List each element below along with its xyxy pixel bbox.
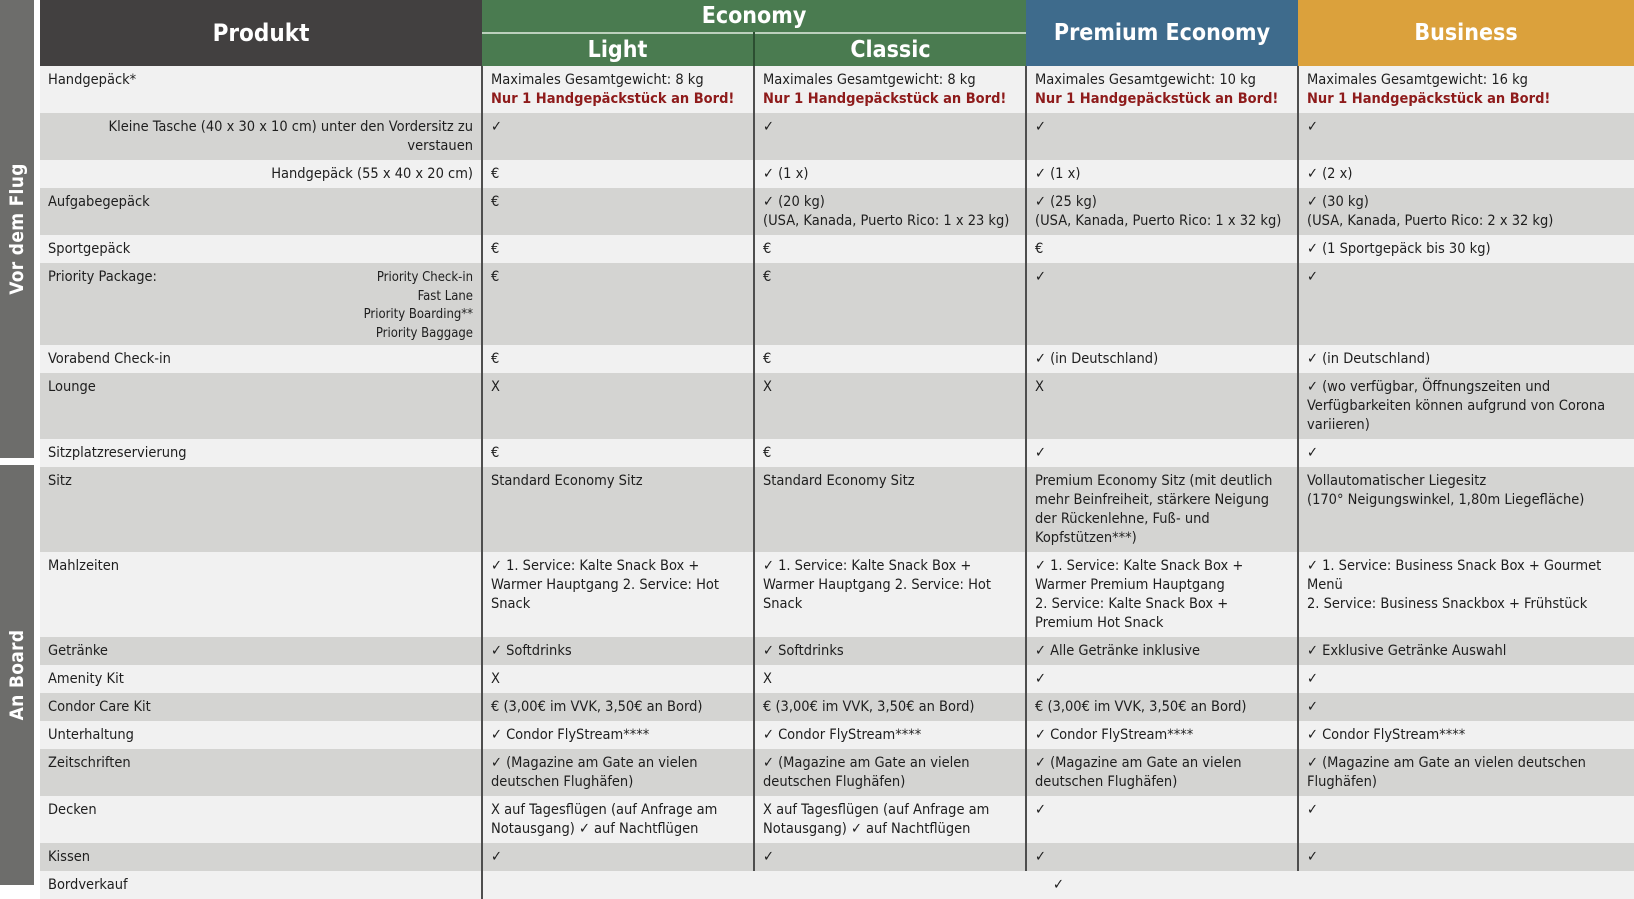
sidebar-divider: [0, 458, 34, 465]
row-label: Mahlzeiten: [40, 552, 482, 637]
cell-text: (USA, Kanada, Puerto Rico: 2 x 32 kg): [1307, 213, 1554, 229]
cell-premium: ✓ (in Deutschland): [1026, 345, 1298, 373]
row-label: Getränke: [40, 637, 482, 665]
cell-text: Maximales Gesamtgewicht: 8 kg: [491, 72, 704, 88]
table-row: [40, 113, 1634, 160]
table-row: [40, 345, 1634, 373]
cell-text: ✓ 1. Service: Kalte Snack Box + Warmer Premium Hauptgang: [1035, 558, 1244, 593]
cell-premium: ✓ (Magazine am Gate an vielen deutschen Flughäfen): [1026, 749, 1298, 796]
priority-sublist: [364, 269, 473, 343]
cell-text: Vollautomatischer Liegesitz: [1307, 473, 1487, 489]
cell-business: [1298, 66, 1634, 113]
cell-business: [1298, 552, 1634, 637]
cell-light: €: [482, 263, 754, 345]
cell-classic: €: [754, 235, 1026, 263]
cell-all-classes: ✓: [482, 871, 1634, 899]
cell-premium: [1026, 552, 1298, 637]
cell-classic: €: [754, 439, 1026, 467]
row-label: Condor Care Kit: [40, 693, 482, 721]
row-label: Aufgabegepäck: [40, 188, 482, 235]
cell-text: ✓ 1. Service: Business Snack Box + Gourmet Menü: [1307, 558, 1602, 593]
cell-light: ✓: [482, 113, 754, 160]
cell-light: €: [482, 188, 754, 235]
warning-text: Nur 1 Handgepäckstück an Bord!: [491, 91, 735, 107]
cell-light: €: [482, 235, 754, 263]
cell-light: € (3,00€ im VVK, 3,50€ an Bord): [482, 693, 754, 721]
cell-premium: Premium Economy Sitz (mit deutlich mehr Beinfreiheit, stärkere Neigung der Rückenlehne, Fuß- und Kopfstützen***): [1026, 467, 1298, 552]
section-label-before-flight: [0, 0, 34, 458]
cell-premium: ✓: [1026, 263, 1298, 345]
cell-business: ✓ Condor FlyStream****: [1298, 721, 1634, 749]
cell-classic: ✓ (1 x): [754, 160, 1026, 188]
cell-text: ✓ (20 kg): [763, 194, 825, 210]
row-label: Sitzplatzreservierung: [40, 439, 482, 467]
cell-business: ✓: [1298, 843, 1634, 871]
cell-premium: ✓: [1026, 439, 1298, 467]
cell-premium: € (3,00€ im VVK, 3,50€ an Bord): [1026, 693, 1298, 721]
cell-light: ✓ Condor FlyStream****: [482, 721, 754, 749]
row-label: Bordverkauf: [40, 871, 482, 899]
table-row: [40, 439, 1634, 467]
cell-business: ✓: [1298, 113, 1634, 160]
row-label: Kleine Tasche (40 x 30 x 10 cm) unter den Vordersitz zu verstauen: [40, 113, 482, 160]
section-sidebar: [0, 0, 34, 885]
cell-text: (USA, Kanada, Puerto Rico: 1 x 32 kg): [1035, 213, 1282, 229]
row-label: Priority Package:: [48, 269, 157, 285]
cell-light: X: [482, 665, 754, 693]
cell-text: Maximales Gesamtgewicht: 16 kg: [1307, 72, 1528, 88]
row-label: Decken: [40, 796, 482, 843]
header-classic: Classic: [754, 33, 1026, 66]
cell-business: ✓: [1298, 693, 1634, 721]
table-row: [40, 263, 1634, 345]
row-label: Sitz: [40, 467, 482, 552]
cell-business: ✓: [1298, 796, 1634, 843]
header-economy: Economy: [482, 0, 1026, 33]
cell-light: ✓ Softdrinks: [482, 637, 754, 665]
cell-light: X auf Tagesflügen (auf Anfrage am Notausgang) ✓ auf Nachtflügen: [482, 796, 754, 843]
row-label: Handgepäck (55 x 40 x 20 cm): [40, 160, 482, 188]
cell-premium: €: [1026, 235, 1298, 263]
cell-premium: ✓ (1 x): [1026, 160, 1298, 188]
table-row: [40, 637, 1634, 665]
cell-business: ✓: [1298, 263, 1634, 345]
cell-classic: X: [754, 665, 1026, 693]
cell-business: [1298, 188, 1634, 235]
table-row: [40, 749, 1634, 796]
warning-text: Nur 1 Handgepäckstück an Bord!: [763, 91, 1007, 107]
cell-text: ✓ (25 kg): [1035, 194, 1097, 210]
cell-classic: Standard Economy Sitz: [754, 467, 1026, 552]
cell-premium: ✓: [1026, 113, 1298, 160]
row-label: Kissen: [40, 843, 482, 871]
table-row: [40, 552, 1634, 637]
cell-text: (USA, Kanada, Puerto Rico: 1 x 23 kg): [763, 213, 1010, 229]
row-label: Zeitschriften: [40, 749, 482, 796]
row-label: Sportgepäck: [40, 235, 482, 263]
cell-business: ✓: [1298, 439, 1634, 467]
cell-classic: ✓ Condor FlyStream****: [754, 721, 1026, 749]
table-row: [40, 665, 1634, 693]
cell-light: ✓: [482, 843, 754, 871]
cell-classic: € (3,00€ im VVK, 3,50€ an Bord): [754, 693, 1026, 721]
cell-classic: X: [754, 373, 1026, 439]
table-row: [40, 796, 1634, 843]
row-label: Amenity Kit: [40, 665, 482, 693]
cell-business: ✓ (2 x): [1298, 160, 1634, 188]
table-row: [40, 871, 1634, 899]
on-board-label: An Board: [6, 629, 28, 721]
cell-light: ✓ 1. Service: Kalte Snack Box + Warmer Hauptgang 2. Service: Hot Snack: [482, 552, 754, 637]
cell-text: (170° Neigungswinkel, 1,80m Liegefläche): [1307, 492, 1585, 508]
cell-classic: ✓ 1. Service: Kalte Snack Box + Warmer Hauptgang 2. Service: Hot Snack: [754, 552, 1026, 637]
priority-item: Priority Check-in: [376, 270, 473, 285]
cell-light: [482, 66, 754, 113]
header-business: Business: [1298, 0, 1634, 66]
cell-business: ✓ Exklusive Getränke Auswahl: [1298, 637, 1634, 665]
cell-classic: X auf Tagesflügen (auf Anfrage am Notausgang) ✓ auf Nachtflügen: [754, 796, 1026, 843]
table-row: [40, 188, 1634, 235]
before-flight-label: Vor dem Flug: [6, 163, 28, 295]
cell-classic: ✓ (Magazine am Gate an vielen deutschen Flughäfen): [754, 749, 1026, 796]
table-row: [40, 373, 1634, 439]
row-label-priority: [40, 263, 482, 345]
row-label: Unterhaltung: [40, 721, 482, 749]
table-row: [40, 467, 1634, 552]
priority-item: Priority Boarding**: [363, 307, 473, 322]
cell-premium: ✓: [1026, 796, 1298, 843]
header-premium-economy: Premium Economy: [1026, 0, 1298, 66]
cell-text: 2. Service: Kalte Snack Box + Premium Hot Snack: [1035, 596, 1229, 631]
warning-text: Nur 1 Handgepäckstück an Bord!: [1035, 91, 1279, 107]
cell-classic: €: [754, 345, 1026, 373]
cell-classic: [754, 66, 1026, 113]
table-row: [40, 66, 1634, 113]
table-row: [40, 843, 1634, 871]
cell-light: X: [482, 373, 754, 439]
cell-business: ✓ (1 Sportgepäck bis 30 kg): [1298, 235, 1634, 263]
cell-classic: ✓: [754, 843, 1026, 871]
cell-light: €: [482, 439, 754, 467]
row-label: Lounge: [40, 373, 482, 439]
priority-item: Priority Baggage: [375, 325, 473, 341]
cell-business: ✓ (wo verfügbar, Öffnungszeiten und Verfügbarkeiten können aufgrund von Corona variieren): [1298, 373, 1634, 439]
row-label: Handgepäck*: [40, 66, 482, 113]
table-row: [40, 721, 1634, 749]
cell-premium: [1026, 66, 1298, 113]
row-label: Vorabend Check-in: [40, 345, 482, 373]
section-label-on-board: [0, 465, 34, 885]
cell-business: ✓ (Magazine am Gate an vielen deutschen Flughäfen): [1298, 749, 1634, 796]
cell-premium: [1026, 188, 1298, 235]
cell-light: €: [482, 345, 754, 373]
cell-light: €: [482, 160, 754, 188]
cell-light: ✓ (Magazine am Gate an vielen deutschen Flughäfen): [482, 749, 754, 796]
cell-premium: ✓ Alle Getränke inklusive: [1026, 637, 1298, 665]
cell-business: ✓: [1298, 665, 1634, 693]
cell-premium: X: [1026, 373, 1298, 439]
fare-comparison-table: [40, 0, 1634, 899]
cell-premium: ✓: [1026, 843, 1298, 871]
cell-text: Maximales Gesamtgewicht: 8 kg: [763, 72, 976, 88]
table-row: [40, 160, 1634, 188]
cell-classic: [754, 188, 1026, 235]
cell-business: [1298, 467, 1634, 552]
cell-classic: ✓: [754, 113, 1026, 160]
cell-classic: €: [754, 263, 1026, 345]
table-row: [40, 235, 1634, 263]
cell-premium: ✓ Condor FlyStream****: [1026, 721, 1298, 749]
cell-text: ✓ (30 kg): [1307, 194, 1369, 210]
cell-text: Maximales Gesamtgewicht: 10 kg: [1035, 72, 1256, 88]
cell-text: 2. Service: Business Snackbox + Frühstück: [1307, 596, 1588, 612]
cell-business: ✓ (in Deutschland): [1298, 345, 1634, 373]
warning-text: Nur 1 Handgepäckstück an Bord!: [1307, 91, 1551, 107]
cell-premium: ✓: [1026, 665, 1298, 693]
priority-item: Fast Lane: [417, 288, 473, 304]
header-light: Light: [482, 33, 754, 66]
header-product: Produkt: [40, 0, 482, 66]
cell-classic: ✓ Softdrinks: [754, 637, 1026, 665]
cell-light: Standard Economy Sitz: [482, 467, 754, 552]
table-row: [40, 693, 1634, 721]
